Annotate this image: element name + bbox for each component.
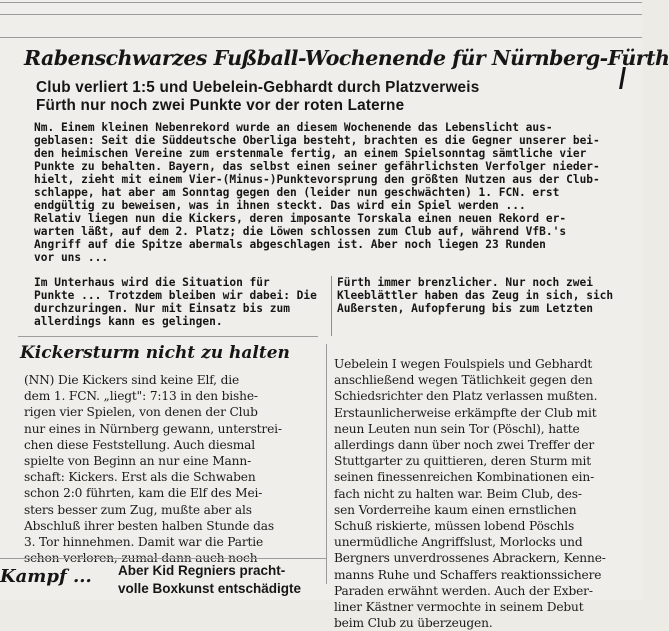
column-text-left: allerdings kann es gelingen.: [34, 315, 223, 328]
lead-line: den heimischen Vereine zum erstenmale fertig, an einem Spielsonntag sämtliche vier: [34, 147, 587, 160]
article-line: dem 1. FCN. „liegt": 7:13 in den bishe-: [24, 389, 258, 404]
lead-line: Nm. Einem kleinen Nebenrekord wurde an diesem Wochenende das Lebenslicht aus-: [34, 121, 553, 134]
article-line: Paraden erwähnt werden. Auch der Exber-: [334, 583, 593, 598]
column-text-left: durchzuringen. Nur mit Einsatz bis zum: [34, 302, 290, 315]
column-divider: [326, 344, 327, 584]
article-line: fach nicht zu halten war. Beim Club, des-: [334, 486, 582, 501]
column-row: [34, 315, 632, 328]
article-line: Schiedsrichter den Platz verlassen mußten.: [334, 389, 598, 404]
article-line: beim Club zu überzeugen.: [334, 616, 493, 631]
section-rule: [18, 336, 318, 337]
article-line: seinen finessenreichen Kombinationen ein-: [334, 470, 595, 485]
article-line: (NN) Die Kickers sind keine Elf, die: [24, 373, 240, 387]
article-line: nur eines in Nürnberg gewann, unterstrei-: [24, 421, 282, 436]
column-row: [34, 302, 632, 315]
lead-line: hielt, zieht mit einem Vier-(Minus-)Punktevorsprung den größten Nutzen aus der Club-: [34, 173, 600, 186]
column-row: [34, 289, 632, 302]
article-line: spielte von Beginn an nur eine Mann-: [24, 454, 252, 469]
article-left-column: [24, 372, 324, 566]
column-text-right: Fürth immer brenzlicher. Nur noch zwei: [337, 276, 593, 289]
article-line: manns Ruhe und Schaffers reaktionssichere: [334, 567, 602, 582]
article-line: sters besser zum Zug, mußte aber als: [24, 502, 252, 517]
column-text-right: Außersten, Aufopferung bis zum Letzten: [337, 302, 593, 315]
column-divider: [331, 276, 332, 336]
lead-line: Punkte zu behalten. Bayern, das selbst einen seiner gefährlichsten Verfolger nieder-: [34, 160, 600, 173]
article-line: neun Leuten nun sein Tor (Pöschl), hatte: [334, 421, 580, 436]
article-line: Bergners unverdrossenes Abrackern, Kenne-: [334, 551, 606, 566]
column-row: [34, 276, 632, 289]
article-line: schaft: Kickers. Erst als die Schwaben: [24, 470, 256, 485]
subheadline-2: Fürth nur noch zwei Punkte vor der roten Laterne: [36, 97, 405, 114]
article-line: anschließend wegen Tätlichkeit gegen den: [334, 373, 593, 388]
article-line: 3. Tor hinnehmen. Damit war die Partie: [24, 535, 264, 550]
column-text-left: Punkte ... Trotzdem bleiben wir dabei: Die: [34, 289, 317, 302]
lead-line: Relativ liegen nun die Kickers, deren imposante Torskala einen neuen Rekord er-: [34, 212, 567, 225]
article-line: Schuß riskierte, müssen lobend Pöschls: [334, 519, 575, 534]
article-line: Abschluß ihrer besten halben Stunde das: [24, 518, 274, 533]
subheadline-1: Club verliert 1:5 und Uebelein-Gebhardt durch Platzverweis: [36, 79, 480, 96]
article-line: unermüdliche Angriffslust, Morlocks und: [334, 535, 583, 550]
lead-line: vor uns ...: [34, 251, 109, 264]
article-line: Erstaunlicherweise erkämpfte der Club mit: [334, 405, 597, 420]
article-line: Uebelein I wegen Foulspiels und Gebhardt: [334, 357, 593, 371]
lead-paragraph: [34, 121, 632, 264]
article-line: sen Vorderreihe kaum einen ernstlichen: [334, 502, 577, 517]
headline-rule: [0, 37, 642, 38]
bottom-heading: Kampf ...: [0, 566, 92, 587]
lead-two-columns: [34, 276, 632, 328]
lead-line: schlappe, hat aber am Sonntag gegen den (leider nun geschwächten) 1. FCN. erst: [34, 186, 560, 199]
article-line: chen diese Feststellung. Auch diesmal: [24, 437, 255, 452]
bottom-teaser: [118, 562, 328, 598]
lead-line: geblasen: Seit die Süddeutsche Oberliga besteht, brachten es die Gegner unserer bei-: [34, 134, 600, 147]
lead-line: Angriff auf die Spitze abermals abgeschlagen ist. Aber noch liegen 23 Runden: [34, 238, 546, 251]
article-line: liner Kästner vermochte in seinem Debut: [334, 600, 584, 615]
bottom-rule: [0, 558, 326, 559]
column-text-right: Kleeblättler haben das Zeug in sich, sich: [337, 289, 614, 302]
lead-line: endgültig zu beweisen, was in ihnen steckt. Das wird ein Spiel werden ...: [34, 199, 526, 212]
teaser-line: volle Boxkunst entschädigte: [118, 581, 302, 596]
top-rule-2: [0, 14, 642, 15]
section-heading: Kickersturm nicht zu halten: [20, 343, 290, 363]
lead-line: warten läßt, auf dem 2. Platz; die Löwen schlossen zum Club auf, während VfB.'s: [34, 225, 567, 238]
article-line: schon 2:0 führten, kam die Elf des Mei-: [24, 486, 263, 501]
column-text-left: Im Unterhaus wird die Situation für: [34, 276, 270, 289]
article-right-column: [334, 356, 634, 631]
article-line: schon verloren, zumal dann auch noch: [24, 551, 258, 566]
teaser-line: Aber Kid Regniers pracht-: [118, 563, 286, 578]
headline: Rabenschwarzes Fußball-Wochenende für Nürnberg-Fürth: [24, 46, 669, 70]
article-line: Stuttgarter zu quittieren, deren Sturm mit: [334, 454, 592, 469]
article-line: allerdings dann über noch zwei Treffer der: [334, 438, 594, 453]
article-line: rigen vier Spielen, von denen der Club: [24, 405, 258, 420]
column-text-right: [329, 315, 632, 328]
top-rule: [0, 2, 642, 3]
